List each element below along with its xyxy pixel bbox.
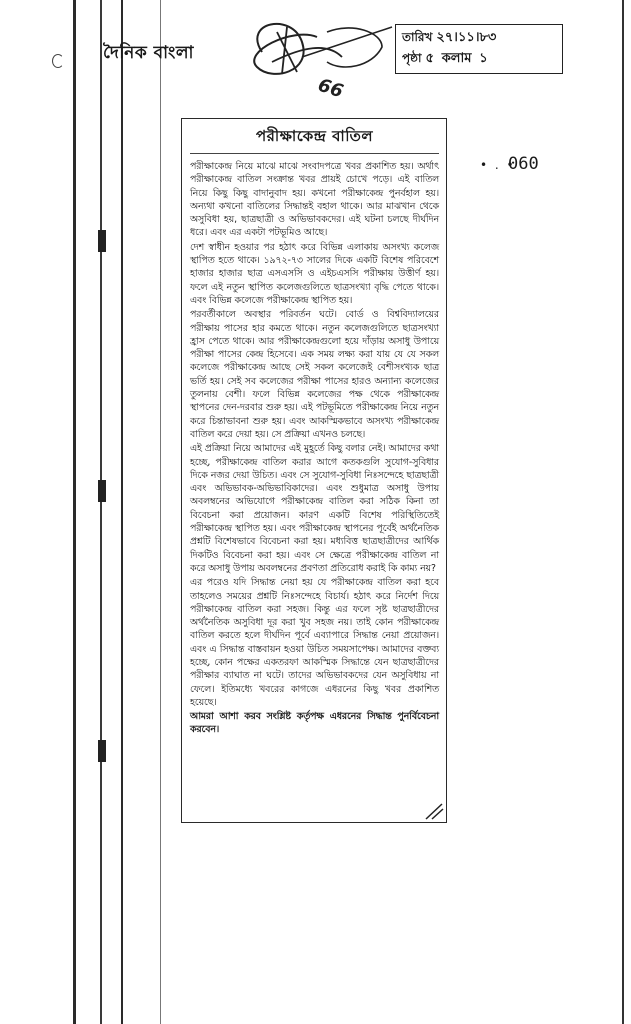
article-paragraph: আমরা আশা করব সংশ্লিষ্ট কর্তৃপক্ষ এধরনের সিদ্ধান্ত পুনর্বিবেচনা করবেন।	[190, 711, 439, 736]
margin-rule	[121, 0, 123, 1024]
article-headline: পরীক্ষাকেন্দ্র বাতিল	[190, 125, 439, 154]
newspaper-masthead: দৈনিক বাংলা	[103, 43, 194, 63]
margin-mark	[98, 480, 106, 502]
article-paragraph: এই প্রক্রিয়া নিয়ে আমাদের এই মুহূর্তে কিছু বলার নেই। আমাদের কথা হচ্ছে, পরীক্ষাকেন্দ্র বাতিল করার আগে কতকগুলি সুযোগ-সুবিধার দিকে নজর দেয়া উচিত। এবং সে সুযোগ-সুবিধা নিঃসন্দেহে ছাত্রছাত্রী এবং অভিভাবক-অভিভাবিকাদের। এবং শুধুমাত্র অসাধু উপায় অবলম্বনের অভিযোগে পরীক্ষাকেন্দ্র বাতিল করা সঠিক কিনা তা বিবেচনা করা প্রয়োজন। কারণ একটি বিশেষ পরিস্থিতিতেই পরীক্ষাকেন্দ্র স্থাপিত হয়। এবং পরীক্ষাকেন্দ্র স্থাপনের পূর্বেই অর্থনৈতিক প্রশ্নটি বিশেষভাবে বিবেচনা করা হয়। মধ্যবিত্ত ছাত্রছাত্রীদের আর্থিক দিকটিও বিবেচনা করা হয়। এবং সে ক্ষেত্রে পরীক্ষাকেন্দ্র বাতিল না করে অসাধু উপায় অবলম্বনের প্রবণতা প্রতিরোধ করাই কি কাম্য নয়?	[190, 443, 439, 574]
article-paragraph: দেশ স্বাধীন হওয়ার পর হঠাৎ করে বিভিন্ন এলাকায় অসংখ্য কলেজ স্থাপিত হতে থাকে। ১৯৭২-৭৩ সালের দিকে একটি বিশেষ পরিবেশে হাজার হাজার ছাত্র এসএসসি ও এইচএসসি পরীক্ষায় উত্তীর্ণ হয়। ফলে এই নতুন স্থাপিত কলেজগুলিতে ছাত্রসংখ্যা বৃদ্ধি পেতে থাকে। এবং বিভিন্ন কলেজে পরীক্ষাকেন্দ্র স্থাপিত হয়।	[190, 241, 439, 306]
article-paragraph: পরীক্ষাকেন্দ্র নিয়ে মাঝে মাঝে সংবাদপত্রে খবর প্রকাশিত হয়। অর্থাৎ পরীক্ষাকেন্দ্র বাতিল সংক্রান্ত খবর প্রায়ই চোখে পড়ে। এই বাতিল নিয়ে কিছু কিছু বাদানুবাদ হয়। কখনো পরীক্ষাকেন্দ্র পুনর্বহাল হয়। অন্যথা কখনো বাতিলের সিদ্ধান্তই বহাল থাকে। আর মাঝখান থেকে অসুবিধা হয়, ছাত্রছাত্রী ও অভিভাবকদের। এই ঘটনা চলছে দীর্ঘদিন ধরে। এবং এর একটা পটভূমিও আছে।	[190, 161, 439, 239]
margin-mark	[98, 740, 106, 762]
date-label: তারিখ	[402, 29, 433, 44]
clip-corner-mark	[422, 802, 444, 820]
punch-hole	[52, 54, 64, 68]
margin-rule	[622, 0, 624, 1024]
archive-stamp: 060	[508, 154, 539, 174]
page-value: ৫ কলাম ১	[425, 51, 488, 66]
page-row	[402, 49, 556, 70]
article-paragraph: এর পরেও যদি সিদ্ধান্ত নেয়া হয় যে পরীক্ষাকেন্দ্র বাতিল করা হবে তাহলেও সময়ের প্রশ্নটি নিঃসন্দেহে বিচার্য। হঠাৎ করে নির্দেশ দিয়ে পরীক্ষাকেন্দ্র বাতিল করা সহজ। কিন্তু এর ফলে সৃষ্ট ছাত্রছাত্রীদের অর্থনৈতিক অসুবিধা দূর করা খুব সহজ নয়। তাই কোন পরীক্ষাকেন্দ্র বাতিল করতে হলে দীর্ঘদিন পূর্বে এব্যাপারে সিদ্ধান্ত নেয়া প্রয়োজন। এবং এ সিদ্ধান্ত বাস্তবায়ন হওয়া উচিত সময়সাপেক্ষ। আমাদের বক্তব্য হচ্ছে, কোন পক্ষের একতরফা আকস্মিক সিদ্ধান্তে যেন ছাত্রছাত্রীদের পরীক্ষার ব্যাঘাত না ঘটে। তাদের অভিভাবকদের যেন অসুবিধায় না ফেলে। ইতিমধ্যে খবরের কাগজে এধরনের কিছু খবর প্রকাশিত হয়েছে।	[190, 577, 439, 708]
newspaper-clipping	[181, 118, 447, 823]
margin-rule	[100, 0, 102, 1024]
file-number: 66	[315, 74, 346, 103]
page-label: পৃষ্ঠা	[402, 50, 422, 65]
date-box	[395, 24, 563, 74]
date-row	[402, 28, 556, 49]
handwritten-signature	[232, 12, 402, 112]
date-value: ২৭।১১।৮৩	[436, 30, 497, 45]
margin-mark	[98, 230, 106, 252]
stamp-dots: • . •	[480, 158, 516, 172]
margin-rule	[160, 0, 161, 1024]
margin-rule	[73, 0, 76, 1024]
article-paragraph: পরবর্তীকালে অবস্থার পরিবর্তন ঘটে। বোর্ড ও বিশ্ববিদ্যালয়ের পরীক্ষায় পাসের হার কমতে থাকে। নতুন কলেজগুলিতে ছাত্রসংখ্যা হ্রাস পেতে থাকে। আর পরীক্ষাকেন্দ্রগুলো হয়ে দাঁড়ায় অসাধু উপায়ে পরীক্ষা পাসের কেন্দ্র হিসেবে। এক সময় লক্ষ্য করা যায় যে যে সকল কলেজে পরীক্ষাকেন্দ্র আছে সেই সকল কলেজেই বেশীসংখ্যক ছাত্র ভর্তি হয়। সেই সব কলেজের পরীক্ষা পাসের হারও অন্যান্য কলেজের তুলনায় বেশী। ফলে বিভিন্ন কলেজের পক্ষ থেকে পরীক্ষাকেন্দ্র স্থাপনের দেন-দরবার শুরু হয়। এই পটভূমিতে পরীক্ষাকেন্দ্র নিয়ে নতুন করে চিন্তাভাবনা শুরু হয়। এবং আকস্মিকভাবে অসংখ্য পরীক্ষাকেন্দ্র বাতিল করে দেয়া হয়। সে প্রক্রিয়া এখনও চলছে।	[190, 309, 439, 440]
